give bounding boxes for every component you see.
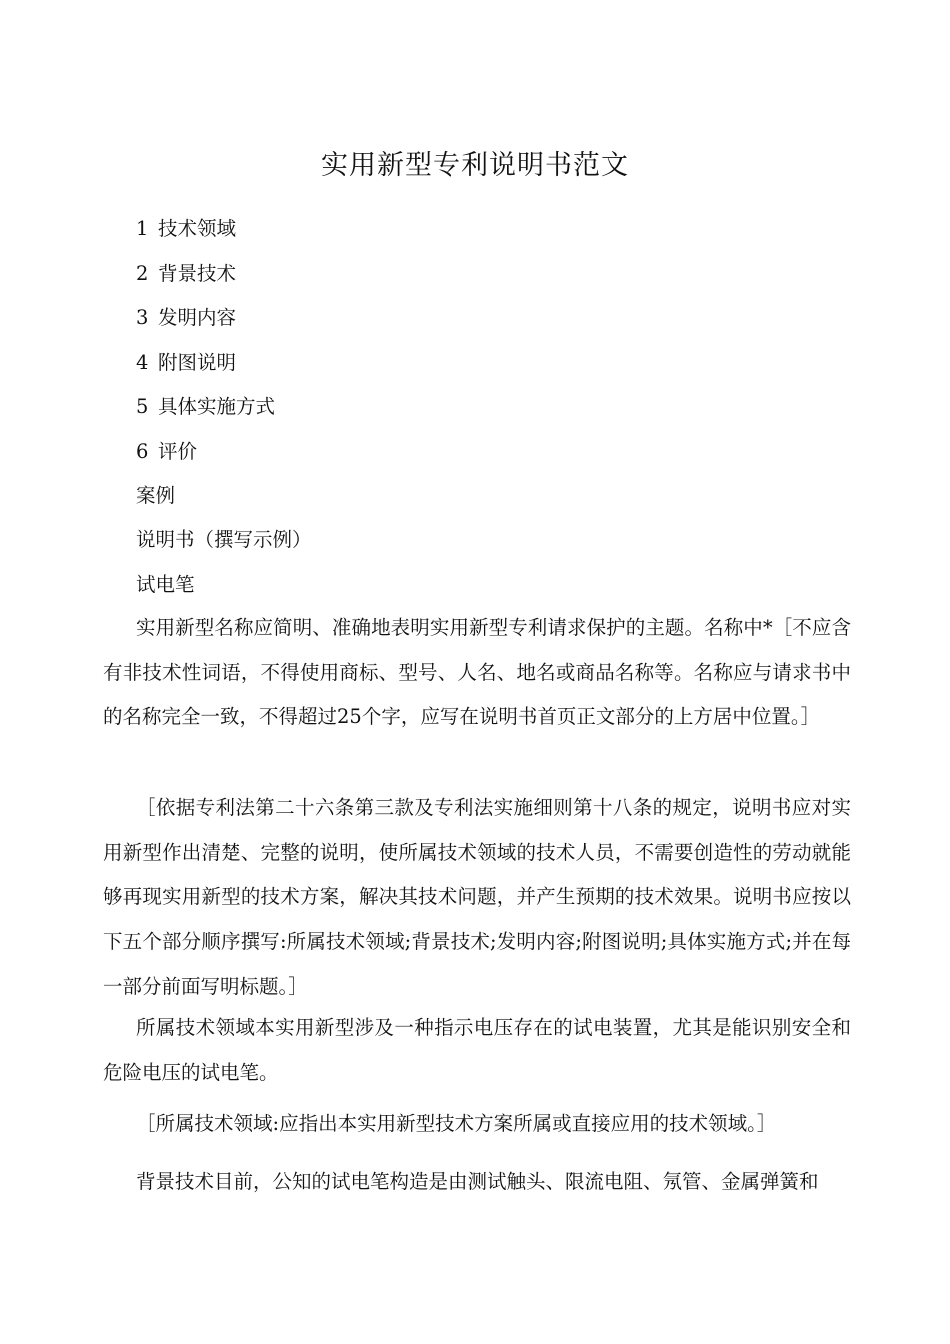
paragraph-technical-field: 所属技术领域本实用新型涉及一种指示电压存在的试电装置，尤其是能识别安全和危险电压的试电笔。 — [103, 1016, 851, 1084]
toc-item: 3 发明内容 — [136, 306, 237, 330]
paragraph-spec-rules: ［依据专利法第二十六条第三款及专利法实施细则第十八条的规定，说明书应对实用新型作出清楚、完整的说明，使所属技术领域的技术人员，不需要创造性的劳动就能够再现实用新型的技术方案，解决其技术问题，并产生预期的技术效果。说明书应按以下五个部分顺序撰写:所属技术领域;背景技术;发明内容;附图说明;具体实施方式;并在每一部分前面写明标题。］ — [103, 796, 851, 998]
table-of-contents — [136, 211, 275, 479]
toc-item: 1 技术领域 — [136, 217, 237, 240]
paragraph-name-rules: 实用新型名称应简明、准确地表明实用新型专利请求保护的主题。名称中*［不应含有非技术性词语，不得使用商标、型号、人名、地名或商品名称等。名称应与请求书中的名称完全一致，不得超过25个字，应写在说明书首页正文部分的上方居中位置。］ — [103, 616, 851, 729]
subject-name: 试电笔 — [136, 573, 195, 596]
toc-item: 6 评价 — [136, 439, 198, 463]
paragraph-technical-field-note: ［所属技术领域:应指出本实用新型技术方案所属或直接应用的技术领域。］ — [136, 1112, 777, 1135]
page-title: 实用新型专利说明书范文 — [321, 150, 629, 181]
paragraph-background: 背景技术目前，公知的试电笔构造是由测试触头、限流电阻、氖管、金属弹簧和 — [136, 1170, 819, 1193]
toc-item: 4 附图说明 — [136, 350, 237, 374]
toc-item: 2 背景技术 — [136, 261, 237, 285]
toc-item: 5 具体实施方式 — [136, 395, 276, 419]
spec-label: 说明书（撰写示例） — [136, 528, 312, 551]
case-label: 案例 — [136, 484, 176, 507]
